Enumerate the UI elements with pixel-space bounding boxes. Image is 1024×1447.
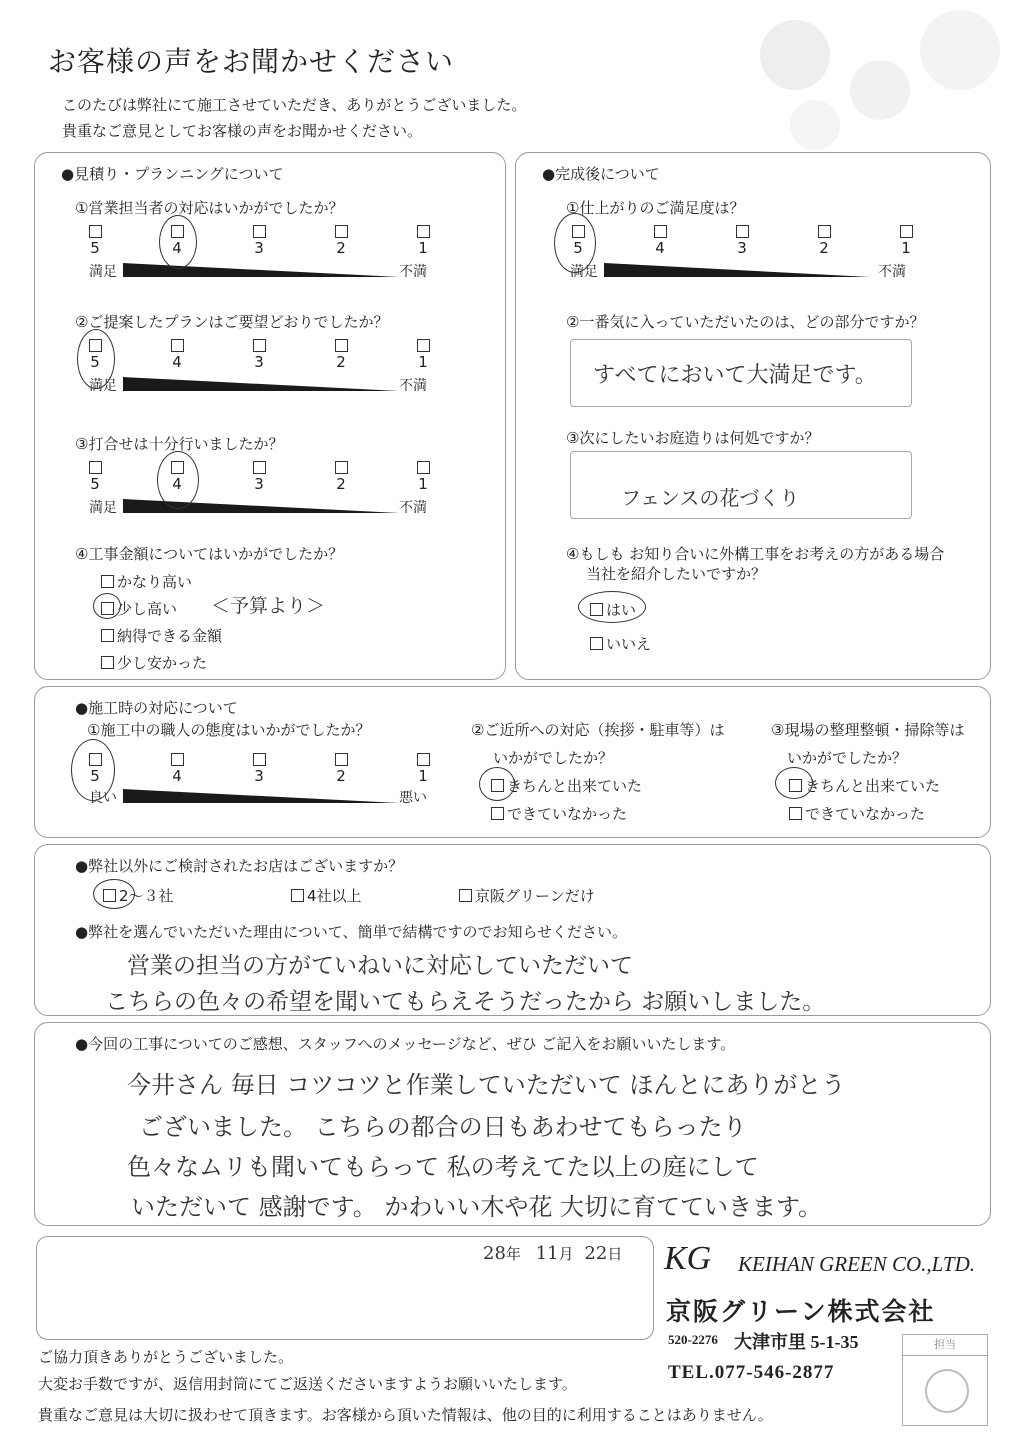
rating-4-label: 4 xyxy=(172,239,182,257)
rating-3-checkbox[interactable] xyxy=(253,225,266,238)
selected-option-circle xyxy=(578,591,646,623)
rating-4-checkbox[interactable] xyxy=(171,339,184,352)
scale-wedge xyxy=(604,259,874,277)
other-shops-question: ●弊社以外にご検討されたお店はございますか？ xyxy=(75,857,404,875)
rating-1-label: 1 xyxy=(418,475,428,493)
scale-wedge xyxy=(123,373,403,391)
planning-panel xyxy=(34,152,506,680)
rating-2-checkbox[interactable] xyxy=(335,225,348,238)
rating-4-label: 4 xyxy=(172,353,182,371)
scale-bad-label: 不満 xyxy=(399,500,427,516)
staff-stamp-box xyxy=(902,1334,988,1426)
scale-good-label: 良い xyxy=(89,790,117,806)
construction-heading: ●施工時の対応について xyxy=(75,699,238,717)
rating-2-label: 2 xyxy=(336,475,346,493)
rating-5-label: 5 xyxy=(90,239,100,257)
page-title: お客様の声をお聞かせください xyxy=(48,45,455,78)
rating-1-checkbox[interactable] xyxy=(900,225,913,238)
selected-option-circle xyxy=(93,593,121,619)
checkbox[interactable] xyxy=(789,807,802,820)
completion-q1-scale xyxy=(568,223,938,293)
tidy-option-good[interactable]: きちんと出来ていた xyxy=(789,775,940,796)
planning-q3-scale xyxy=(85,459,455,529)
handwritten-next-garden-answer: フェンスの花づくり xyxy=(621,486,800,510)
other-shops-panel xyxy=(34,844,991,1016)
shops-option-keihan-only[interactable]: 京阪グリーンだけ xyxy=(459,885,595,906)
rating-2-label: 2 xyxy=(336,767,346,785)
rating-2-label: 2 xyxy=(336,239,346,257)
reason-question: ●弊社を選んでいただいた理由について、簡単で結構ですのでお知らせください。 xyxy=(75,923,628,941)
rating-2-checkbox[interactable] xyxy=(335,753,348,766)
scale-bad-label: 不満 xyxy=(399,264,427,280)
checkbox[interactable] xyxy=(291,889,304,902)
scale-bad-label: 不満 xyxy=(878,264,906,280)
rating-5-checkbox[interactable] xyxy=(89,225,102,238)
construction-q2-line1: ②ご近所への対応（挨拶・駐車等）は xyxy=(471,721,725,739)
planning-q2-scale xyxy=(85,337,455,407)
selected-rating-circle xyxy=(77,329,115,389)
completion-q1: ①仕上がりのご満足度は？ xyxy=(566,199,745,217)
staff-seal xyxy=(925,1369,969,1413)
construction-panel xyxy=(34,686,991,838)
rating-2-checkbox[interactable] xyxy=(818,225,831,238)
message-heading: ●今回の工事についてのご感想、スタッフへのメッセージなど、ぜひ ご記入をお願いいたします。 xyxy=(75,1035,736,1053)
company-address: 大津市里 5-1-35 xyxy=(734,1332,859,1352)
answer-box-favorite-part[interactable] xyxy=(570,339,912,407)
completion-q4-line1: ④もしも お知り合いに外構工事をお考えの方がある場合 xyxy=(566,545,945,563)
rating-2-checkbox[interactable] xyxy=(335,339,348,352)
referral-option-no[interactable]: いいえ xyxy=(590,633,651,654)
planning-q4: ④工事金額についてはいかがでしたか？ xyxy=(75,545,344,563)
construction-q1-scale xyxy=(85,751,455,821)
scale-good-label: 満足 xyxy=(89,264,117,280)
completion-q2: ②一番気に入っていただいたのは、どの部分ですか？ xyxy=(566,313,925,331)
date-year-label: 年 xyxy=(505,1245,521,1263)
scale-bad-label: 不満 xyxy=(399,378,427,394)
rating-4-label: 4 xyxy=(172,767,182,785)
construction-q2-line2: いかがでしたか？ xyxy=(493,749,614,767)
rating-3-label: 3 xyxy=(254,475,264,493)
company-name: 京阪グリーン株式会社 xyxy=(666,1297,936,1326)
rating-2-label: 2 xyxy=(819,239,829,257)
shops-option-4-plus[interactable]: 4社以上 xyxy=(291,885,362,906)
company-logo-text: KEIHAN GREEN CO.,LTD. xyxy=(738,1252,976,1276)
price-option-very-high[interactable]: かなり高い xyxy=(101,571,192,592)
rating-1-checkbox[interactable] xyxy=(417,753,430,766)
rating-3-checkbox[interactable] xyxy=(736,225,749,238)
rating-1-checkbox[interactable] xyxy=(417,339,430,352)
rating-3-checkbox[interactable] xyxy=(253,461,266,474)
company-tel: TEL.077-546-2877 xyxy=(668,1362,835,1383)
rating-5-label: 5 xyxy=(90,767,100,785)
footer-privacy-note: 貴重なご意見は大切に扱わせて頂きます。お客様から頂いた情報は、他の目的に利用することはありません。 xyxy=(38,1406,773,1424)
selected-rating-circle xyxy=(554,213,596,273)
planning-heading: ●見積り・プランニングについて xyxy=(61,165,284,183)
selected-rating-circle xyxy=(157,451,199,509)
handwritten-reason-line-2: こちらの色々の希望を聞いてもらえそうだったから お願いしました。 xyxy=(105,989,826,1015)
planning-q1-scale xyxy=(85,223,455,293)
selected-rating-circle xyxy=(159,215,197,269)
rating-4-checkbox[interactable] xyxy=(654,225,667,238)
scale-wedge xyxy=(123,785,403,803)
checkbox[interactable] xyxy=(590,637,603,650)
planning-q1: ①営業担当者の対応はいかがでしたか？ xyxy=(75,199,344,217)
rating-3-label: 3 xyxy=(254,353,264,371)
rating-3-label: 3 xyxy=(254,767,264,785)
rating-4-label: 4 xyxy=(172,475,182,493)
scale-good-label: 満足 xyxy=(89,500,117,516)
message-panel xyxy=(34,1022,991,1226)
rating-1-label: 1 xyxy=(901,239,911,257)
rating-5-label: 5 xyxy=(90,475,100,493)
price-option-slightly-cheap[interactable]: 少し安かった xyxy=(101,652,207,673)
footer-thanks: ご協力頂きありがとうございました。 xyxy=(38,1348,294,1366)
rating-3-label: 3 xyxy=(737,239,747,257)
stamp-header: 担当 xyxy=(903,1335,987,1356)
floral-decoration xyxy=(620,0,1020,170)
selected-option-circle xyxy=(93,879,135,909)
construction-q3-line2: いかがでしたか？ xyxy=(787,749,908,767)
handwritten-message-line-1: 今井さん 毎日 コツコツと作業していただいて ほんとにありがとう xyxy=(127,1071,846,1099)
footer-return-request: 大変お手数ですが、返信用封筒にてご返送くださいますようお願いいたします。 xyxy=(38,1375,577,1393)
rating-3-checkbox[interactable] xyxy=(253,753,266,766)
completion-q4-line2: 当社を紹介したいですか？ xyxy=(586,565,767,583)
rating-1-label: 1 xyxy=(418,239,428,257)
shops-option-2-3[interactable]: 2～３社 xyxy=(103,885,174,906)
tidy-option-bad[interactable]: できていなかった xyxy=(789,803,925,824)
date-month-label: 月 xyxy=(558,1245,574,1263)
date-day-value: 22 xyxy=(584,1243,608,1264)
scale-bad-label: 悪い xyxy=(399,790,427,806)
date-month-value: 11 xyxy=(535,1243,559,1264)
checkbox[interactable] xyxy=(491,807,504,820)
rating-1-label: 1 xyxy=(418,353,428,371)
checkbox[interactable] xyxy=(101,629,114,642)
intro-line-2: 貴重なご意見としてお客様の声をお聞かせください。 xyxy=(62,122,423,140)
checkbox[interactable] xyxy=(101,575,114,588)
company-postal: 520-2276 xyxy=(668,1332,718,1347)
rating-5-label: 5 xyxy=(573,239,583,257)
date-day-label: 日 xyxy=(607,1245,623,1263)
checkbox[interactable] xyxy=(101,656,114,669)
rating-1-label: 1 xyxy=(418,767,428,785)
rating-2-checkbox[interactable] xyxy=(335,461,348,474)
neighbor-option-bad[interactable]: できていなかった xyxy=(491,803,627,824)
date-field xyxy=(483,1243,622,1264)
answer-box-next-garden[interactable] xyxy=(570,451,912,519)
price-option-slightly-high[interactable]: 少し高い xyxy=(101,598,177,619)
price-option-fair[interactable]: 納得できる金額 xyxy=(101,625,222,646)
construction-q1: ①施工中の職人の態度はいかがでしたか？ xyxy=(87,721,371,739)
handwritten-reason-line-1: 営業の担当の方がていねいに対応していただいて xyxy=(127,953,633,979)
planning-q3: ③打合せは十分行いましたか？ xyxy=(75,435,284,453)
handwritten-message-line-2: ございました。 こちらの都合の日もあわせてもらったり xyxy=(139,1113,747,1141)
selected-option-circle xyxy=(775,767,813,799)
selected-rating-circle xyxy=(71,739,115,801)
rating-5-label: 5 xyxy=(90,353,100,371)
checkbox[interactable] xyxy=(459,889,472,902)
rating-3-label: 3 xyxy=(254,239,264,257)
company-logo-mark: KG xyxy=(664,1240,712,1277)
completion-panel xyxy=(515,152,991,680)
rating-4-checkbox[interactable] xyxy=(171,753,184,766)
handwritten-message-line-4: いただいて 感謝です。 かわいい木や花 大切に育てていきます。 xyxy=(131,1193,823,1221)
handwritten-price-note: ＜予算より＞ xyxy=(211,595,326,617)
rating-1-checkbox[interactable] xyxy=(417,461,430,474)
rating-4-label: 4 xyxy=(655,239,665,257)
rating-1-checkbox[interactable] xyxy=(417,225,430,238)
scale-good-label: 満足 xyxy=(89,378,117,394)
rating-5-checkbox[interactable] xyxy=(89,461,102,474)
rating-3-checkbox[interactable] xyxy=(253,339,266,352)
selected-option-circle xyxy=(479,767,515,801)
planning-q2: ②ご提案したプランはご要望どおりでしたか？ xyxy=(75,313,389,331)
intro-line-1: このたびは弊社にて施工させていただき、ありがとうございました。 xyxy=(62,96,527,114)
scale-good-label: 満足 xyxy=(570,264,598,280)
customer-info-box[interactable] xyxy=(36,1236,654,1340)
completion-q3: ③次にしたいお庭造りは何処ですか？ xyxy=(566,429,820,447)
referral-option-yes[interactable]: はい xyxy=(590,599,636,620)
handwritten-message-line-3: 色々なムリも聞いてもらって 私の考えてた以上の庭にして xyxy=(127,1153,759,1181)
completion-heading: ●完成後について xyxy=(542,165,660,183)
construction-q3-line1: ③現場の整理整頓・掃除等は xyxy=(771,721,965,739)
date-year-value: 28 xyxy=(483,1243,506,1264)
neighbor-option-good[interactable]: きちんと出来ていた xyxy=(491,775,642,796)
handwritten-favorite-answer: すべてにおいて大満足です。 xyxy=(593,363,877,388)
rating-2-label: 2 xyxy=(336,353,346,371)
